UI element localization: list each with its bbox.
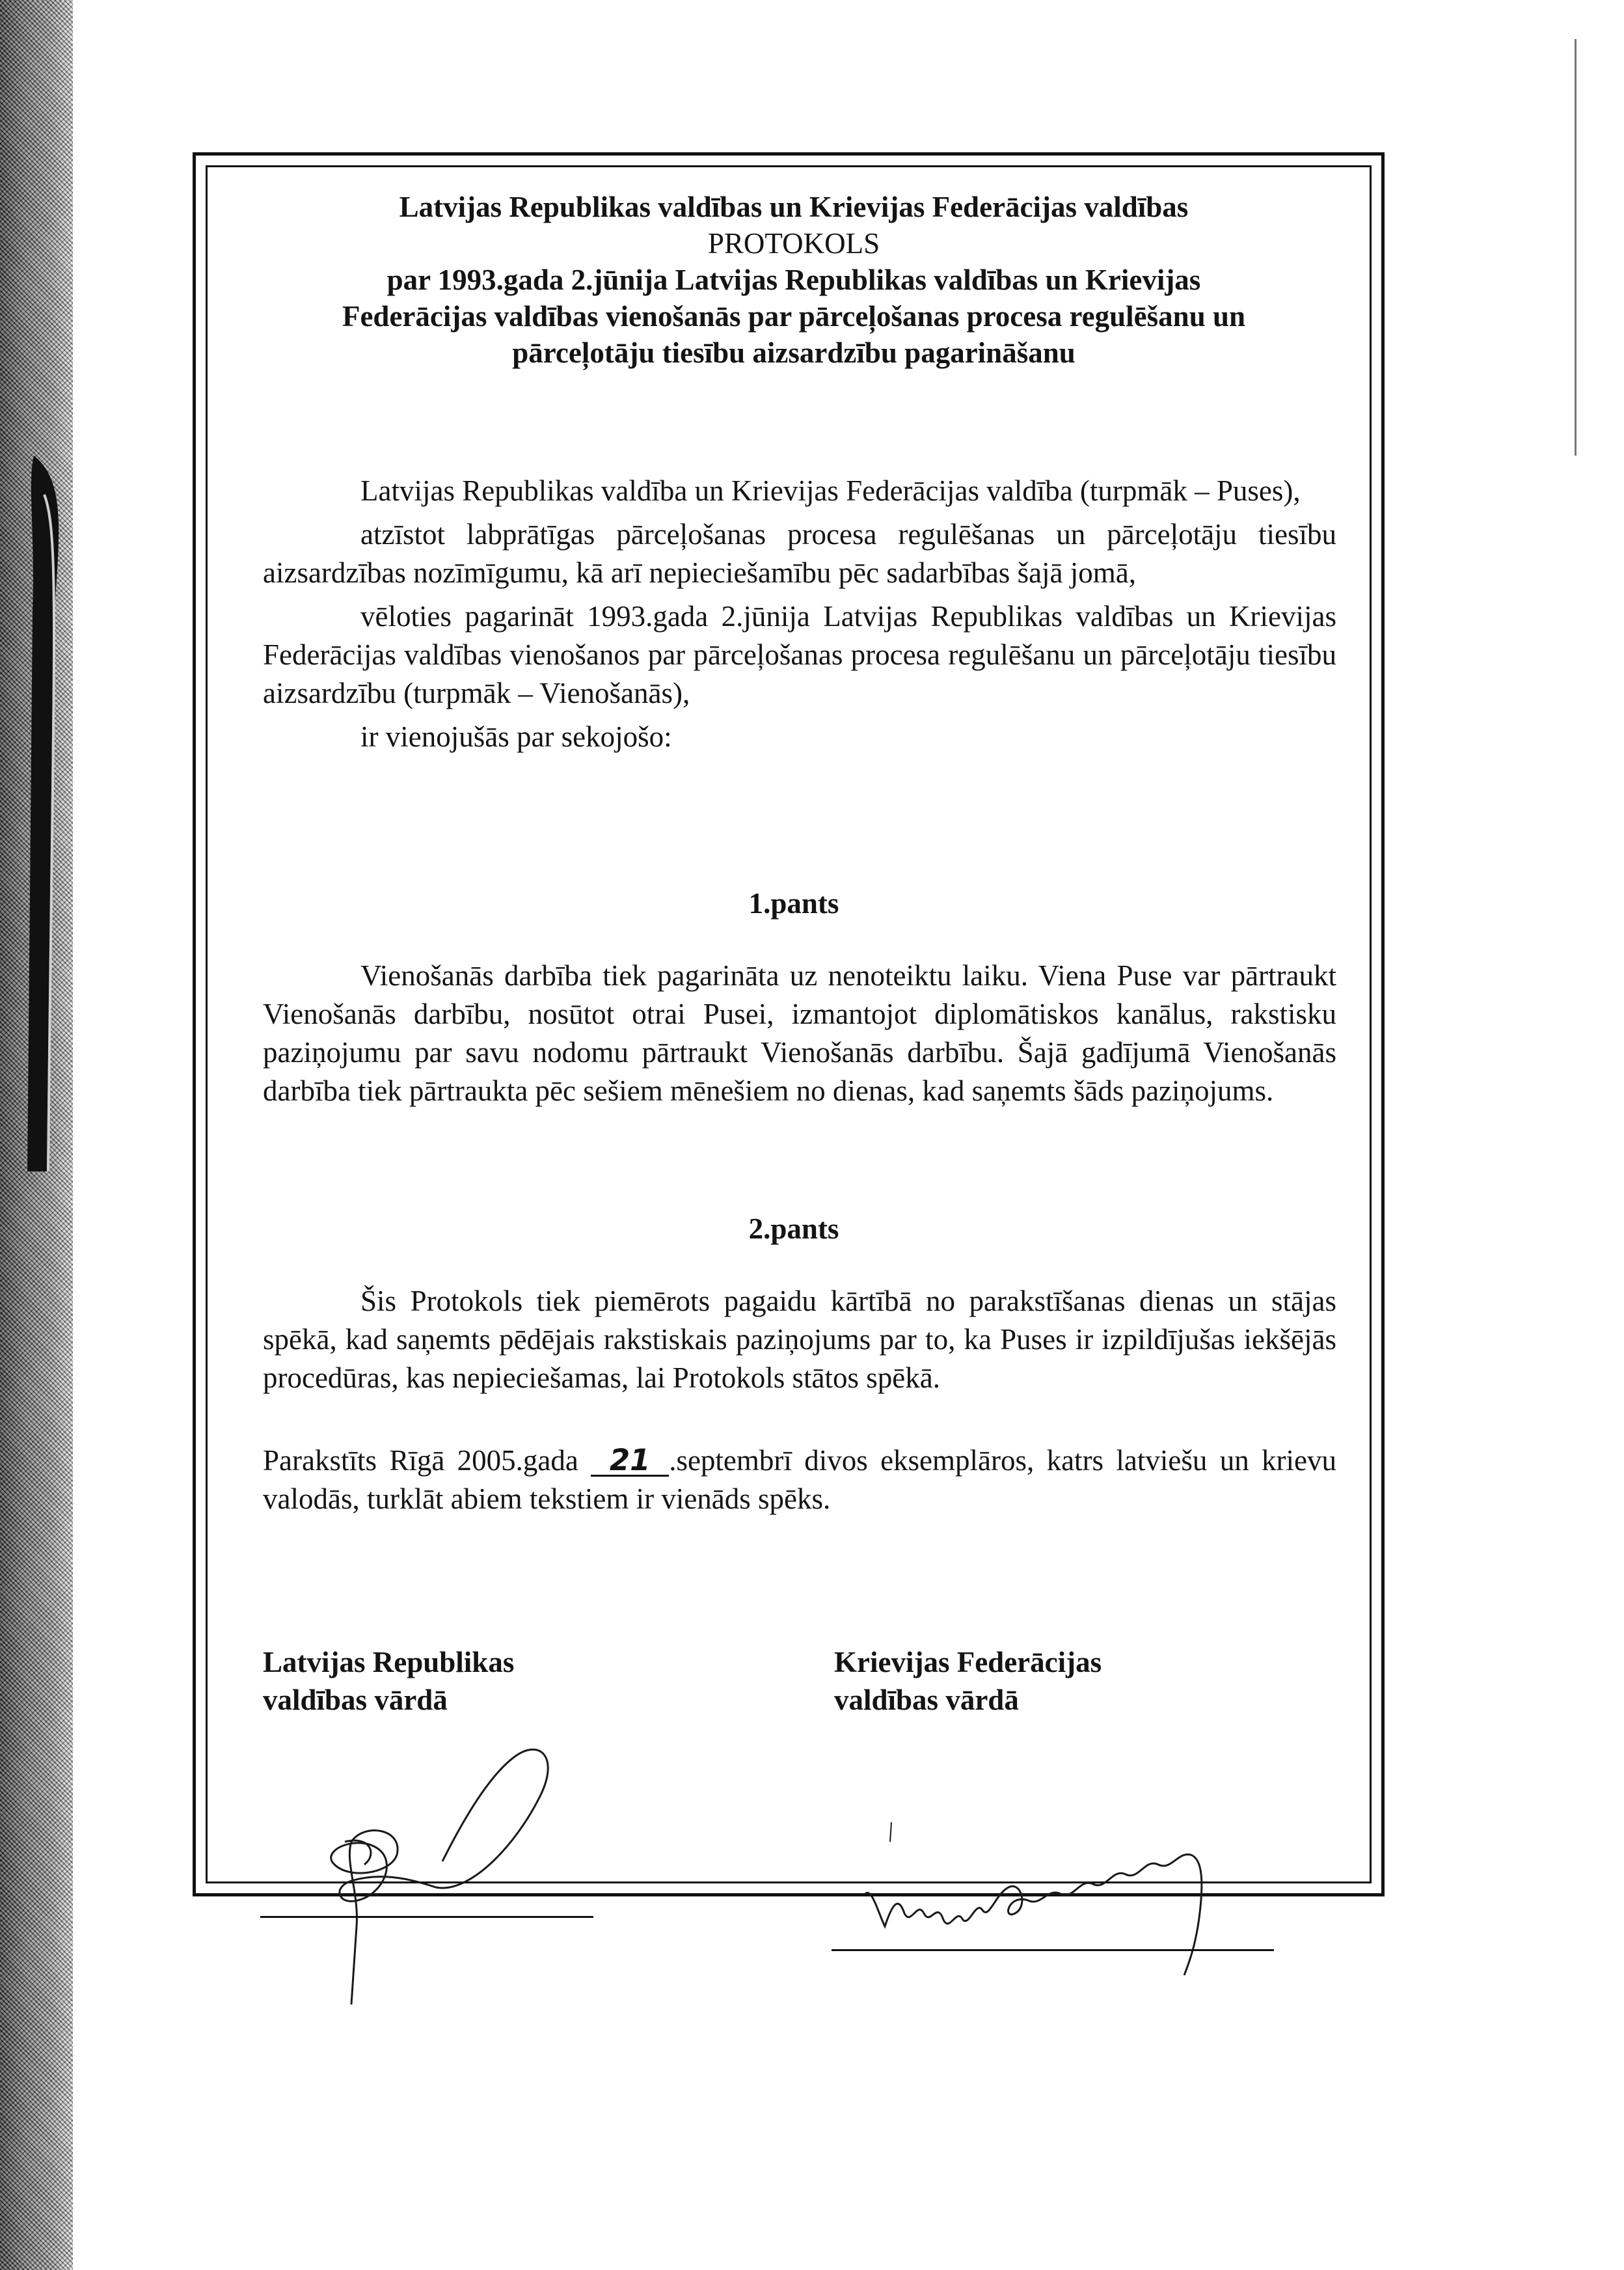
signatory-right-label [834, 1643, 1102, 1719]
signatory-left-label [263, 1643, 514, 1719]
signing-clause [263, 1442, 1336, 1524]
signatory-right-line1: Krievijas Federācijas [834, 1646, 1102, 1678]
binding-ribbon [14, 456, 77, 1171]
title-line-3: par 1993.gada 2.jūnija Latvijas Republikas valdības un Krievijas [386, 264, 1201, 296]
preamble-recognizing: atzīstot labprātīgas pārceļošanas procesa regulēšanas un pārceļotāju tiesību aizsardzības nozīmīgumu, kā arī nepieciešamību pēc sadarbības šajā jomā, [263, 518, 1336, 589]
signature-line-right [832, 1949, 1274, 1951]
signature-right [852, 1816, 1269, 1978]
article-1-heading: 1.pants [748, 887, 839, 920]
article-2-text: Šis Protokols tiek piemērots pagaidu kārtībā no parakstīšanas dienas un stājas spēkā, kad saņemts pēdējais rakstiskais paziņojums par to, ka Puses ir izpildījušas iekšējās procedūras, kas nepieciešamas, lai Protokols stātos spēkā. [263, 1285, 1336, 1394]
signature-left [306, 1731, 592, 2004]
article-2-heading: 2.pants [748, 1212, 839, 1245]
page-edge-line [1575, 39, 1577, 456]
title-line-1: Latvijas Republikas valdības un Krievijas Federācijas valdības [399, 191, 1189, 223]
title-line-4: Federācijas valdības vienošanās par pārceļošanas procesa regulēšanu un [342, 300, 1246, 333]
preamble [263, 472, 1336, 761]
signature-line-left [260, 1916, 593, 1918]
signatory-left-line2: valdības vārdā [263, 1684, 448, 1716]
signatory-left-line1: Latvijas Republikas [263, 1646, 515, 1678]
preamble-desiring: vēloties pagarināt 1993.gada 2.jūnija Latvijas Republikas valdības un Krievijas Federācijas valdības vienošanos par pārceļošanas procesa regulēšanu un pārceļotāju tiesību aizsardzību (turpmāk – Vienošanās), [263, 600, 1336, 709]
title-line-2: PROTOKOLS [707, 227, 880, 260]
signing-text-before: Parakstīts Rīgā 2005.gada [263, 1444, 578, 1477]
title-line-5: pārceļotāju tiesību aizsardzību pagarināšanu [512, 336, 1076, 369]
article-1 [263, 957, 1336, 1115]
preamble-agreed: ir vienojušās par sekojošo: [360, 720, 672, 753]
article-2 [263, 1282, 1336, 1402]
signatory-right-line2: valdības vārdā [834, 1684, 1019, 1716]
preamble-parties: Latvijas Republikas valdība un Krievijas Federācijas valdība (turpmāk – Puses), [360, 474, 1301, 507]
signing-day-handwritten: 21 [591, 1446, 669, 1477]
signing-text [263, 1442, 1336, 1518]
signing-text-after: .septembrī divos eksemplāros, katrs latviešu un krievu valodās, turklāt abiem tekstiem ir vienāds spēks. [263, 1444, 1336, 1515]
document-title [247, 189, 1340, 371]
article-1-text: Vienošanās darbība tiek pagarināta uz nenoteiktu laiku. Viena Puse var pārtraukt Vienošanās darbību, nosūtot otrai Pusei, izmantojot diplomātiskos kanālus, rakstisku paziņojumu par savu nodomu pārtraukt Vienošanās darbību. Šajā gadījumā Vienošanās darbība tiek pārtraukta pēc sešiem mēnešiem no dienas, kad saņemts šāds paziņojums. [263, 959, 1336, 1107]
